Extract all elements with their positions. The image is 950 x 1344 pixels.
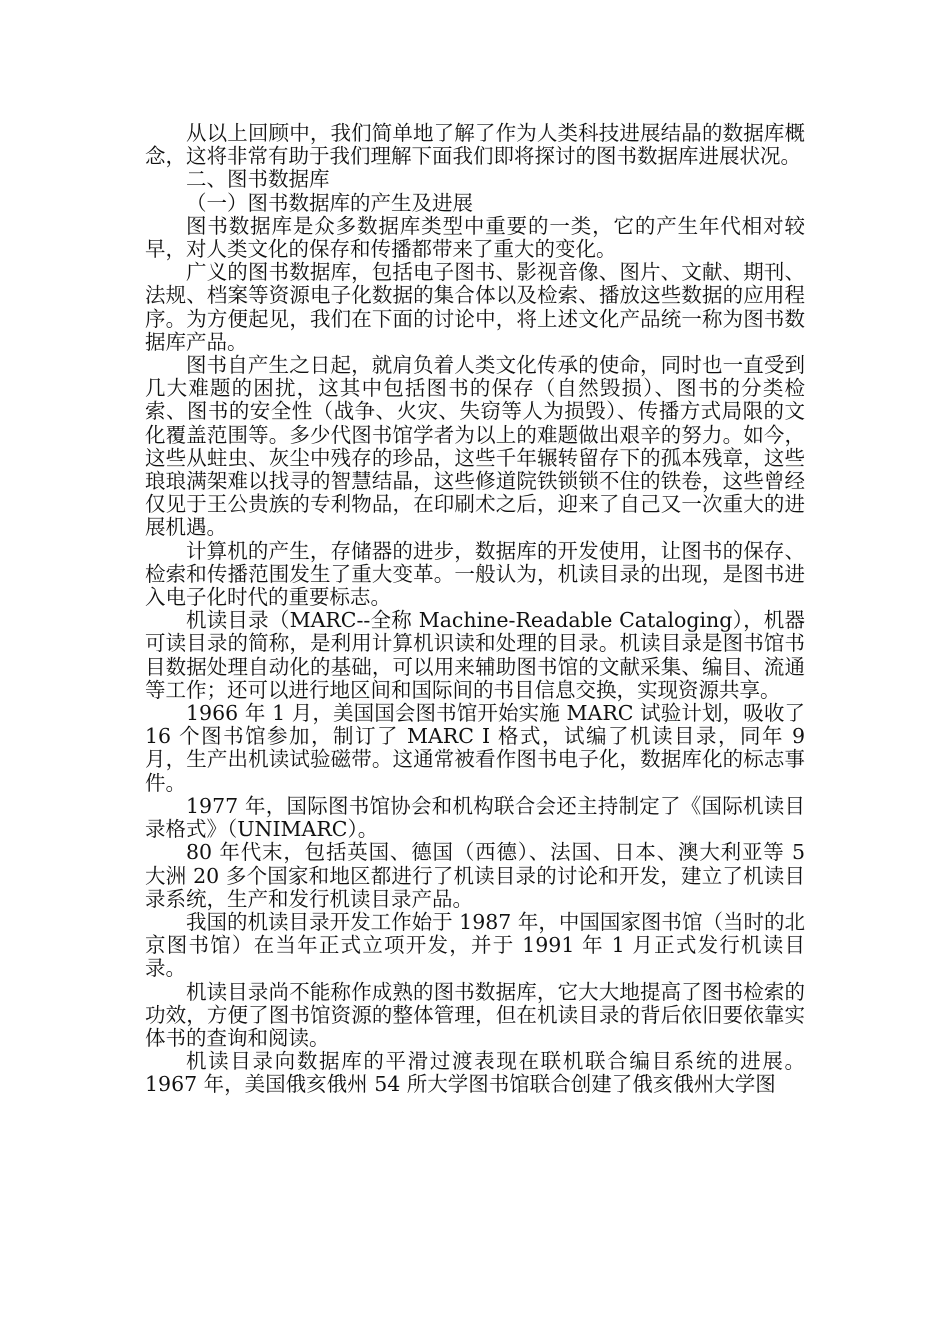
paragraph: 机读目录尚不能称作成熟的图书数据库，它大大地提高了图书检索的功效，方便了图书馆资源的整体管理，但在机读目录的背后依旧要依靠实体书的查询和阅读。: [145, 979, 805, 1050]
paragraph: 我国的机读目录开发工作始于 1987 年，中国国家图书馆（当时的北京图书馆）在当年正式立项开发，并于 1991 年 1 月正式发行机读目录。: [145, 909, 805, 981]
document-body: [145, 122, 805, 1097]
paragraph: 80 年代末，包括英国、德国（西德）、法国、日本、澳大利亚等 5 大洲 20 多个国家和地区都进行了机读目录的讨论和开发，建立了机读目录系统，生产和发行机读目录产品。: [145, 840, 805, 911]
paragraph: 机读目录向数据库的平滑过渡表现在联机联合编目系统的进展。1967 年，美国俄亥俄州 54 所大学图书馆联合创建了俄亥俄州大学图: [145, 1049, 805, 1097]
paragraph: 图书数据库是众多数据库类型中重要的一类，它的产生年代相对较早，对人类文化的保存和传播都带来了重大的变化。: [145, 213, 805, 262]
paragraph: 1966 年 1 月，美国国会图书馆开始实施 MARC 试验计划，吸收了 16 个图书馆参加，制订了 MARC I 格式，试编了机读目录，同年 9 月，生产出机读试验磁带。这通常被看作图书电子化，数据库化的标志事件。: [145, 701, 805, 795]
paragraph: 广义的图书数据库，包括电子图书、影视音像、图片、文献、期刊、法规、档案等资源电子化数据的集合体以及检索、播放这些数据的应用程序。为方便起见，我们在下面的讨论中，将上述文化产品统一称为图书数据库产品。: [145, 260, 805, 354]
section-heading: 二、图书数据库: [186, 167, 330, 192]
paragraph: 机读目录（MARC--全称 Machine-Readable Cataloging），机器可读目录的简称，是利用计算机识读和处理的目录。机读目录是图书馆书目数据处理自动化的基础，可以用来辅助图书馆的文献采集、编目、流通等工作；还可以进行地区间和国际间的书目信息交换，实现资源共享。: [145, 608, 805, 702]
paragraph: 1977 年，国际图书馆协会和机构联合会还主持制定了《国际机读目录格式》（UNIMARC）。: [145, 793, 805, 842]
paragraph: 图书自产生之日起，就肩负着人类文化传承的使命，同时也一直受到几大难题的困扰，这其中包括图书的保存（自然毁损）、图书的分类检索、图书的安全性（战争、火灾、失窃等人为损毁）、传播方式局限的文化覆盖范围等。多少代图书馆学者为以上的难题做出艰辛的努力。如今，这些从蛀虫、灰尘中残存的珍品，这些千年辗转留存下的孤本残章，这些琅琅满架难以找寻的智慧结晶，这些修道院铁锁锁不住的铁卷，这些曾经仅见于王公贵族的专利物品，在印刷术之后，迎来了自己又一次重大的进展机遇。: [145, 353, 805, 540]
subsection-heading: （一）图书数据库的产生及进展: [186, 190, 473, 215]
paragraph-intro: 从以上回顾中，我们简单地了解了作为人类科技进展结晶的数据库概念，这将非常有助于我们理解下面我们即将探讨的图书数据库进展状况。: [145, 121, 805, 169]
paragraph: 计算机的产生，存储器的进步，数据库的开发使用，让图书的保存、检索和传播范围发生了重大变革。一般认为，机读目录的出现，是图书进入电子化时代的重要标志。: [145, 538, 805, 610]
